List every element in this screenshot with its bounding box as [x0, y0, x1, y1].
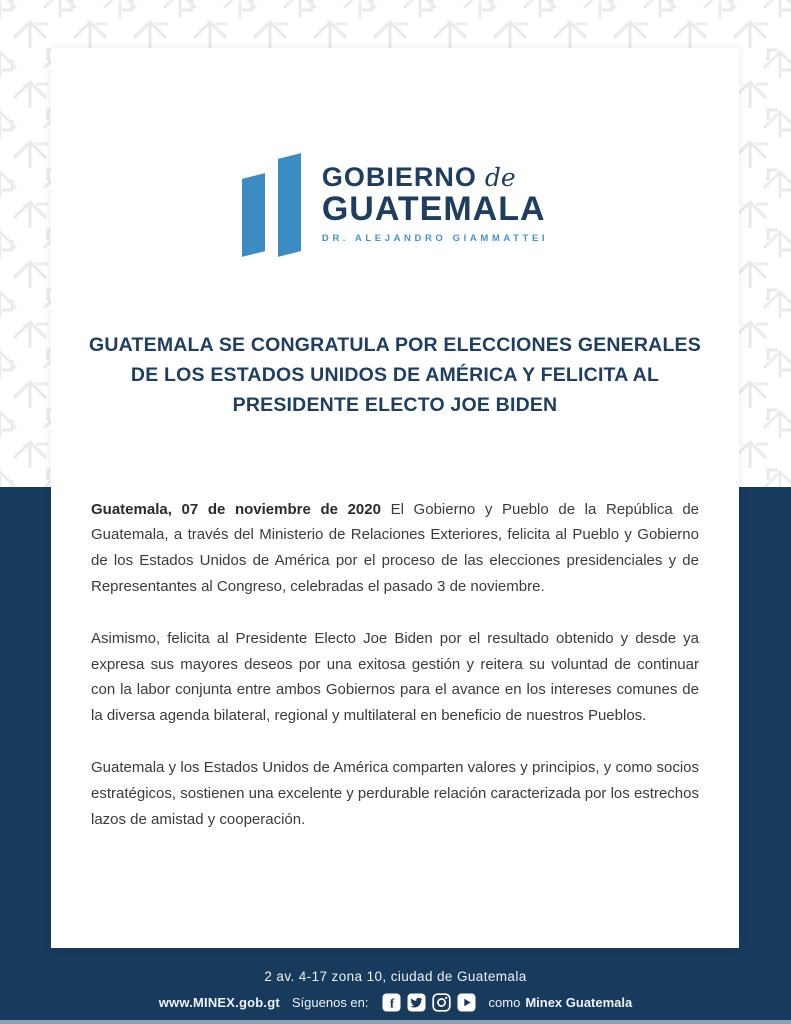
facebook-icon[interactable]: [382, 993, 401, 1012]
logo-de-text: de: [484, 163, 516, 193]
social-icons-group: [379, 993, 479, 1012]
logo-gobierno-text: GOBIERNO: [321, 162, 477, 193]
youtube-icon[interactable]: [457, 993, 476, 1012]
footer-address: 2 av. 4-17 zona 10, ciudad de Guatemala: [264, 969, 527, 984]
press-release-title: GUATEMALA SE CONGRATULA POR ELECCIONES GENERALES DE LOS ESTADOS UNIDOS DE AMÉRICA Y FELICITA AL PRESIDENTE ELECTO JOE BIDEN: [89, 334, 701, 417]
footer: [0, 969, 791, 1012]
paragraph-1-text: El Gobierno y Pueblo de la República de Guatemala, a través del Ministerio de Relaciones Exteriores, felicita al Pueblo y Gobierno de los Estados Unidos de América por el proceso de las elecciones presidenciales y de Representantes al Congreso, celebradas el pasado 3 de noviembre.: [91, 500, 700, 596]
footer-social-row: [159, 993, 633, 1012]
footer-como-label: como: [488, 995, 521, 1010]
footer-account-name: Minex Guatemala: [525, 995, 633, 1010]
press-release-body: [51, 497, 739, 833]
paragraph-2: Asimismo, felicita al Presidente Electo Joe Biden por el resultado obtenido y desde ya expresa sus mayores deseos por una exitosa gestión y reitera su voluntad de continuar con la labor conjunta entre ambos Gobiernos para el avance en los intereses comunes de la diversa agenda bilateral, regional y multilateral en beneficio de nuestros Pueblos.: [91, 629, 699, 725]
logo-president-tagline: DR. ALEJANDRO GIAMMATTEI: [321, 232, 549, 244]
logo-bars-icon: [242, 152, 304, 256]
svg-text:f: f: [389, 995, 394, 1011]
paragraph-3: Guatemala y los Estados Unidos de América comparten valores y principios, y como socios estratégicos, sostienen una excelente y perdurable relación caracterizada por los estrechos lazos de amistad y cooperación.: [91, 759, 699, 828]
bottom-edge-strip: [0, 1020, 791, 1024]
logo-bar-right: [278, 153, 301, 257]
press-release-card: [51, 48, 739, 948]
paragraph-1-dateline: Guatemala, 07 de noviembre de 2020: [91, 500, 381, 518]
instagram-icon[interactable]: [432, 993, 451, 1012]
logo-guatemala-text: GUATEMALA: [321, 190, 546, 229]
government-logo: [51, 152, 739, 256]
logo-bar-left: [242, 173, 265, 257]
footer-follow-label: Síguenos en:: [291, 995, 369, 1010]
paragraph-1: [91, 497, 699, 600]
twitter-icon[interactable]: [407, 993, 426, 1012]
logo-text: [322, 164, 548, 244]
footer-website-url[interactable]: www.MINEX.gob.gt: [158, 995, 280, 1010]
